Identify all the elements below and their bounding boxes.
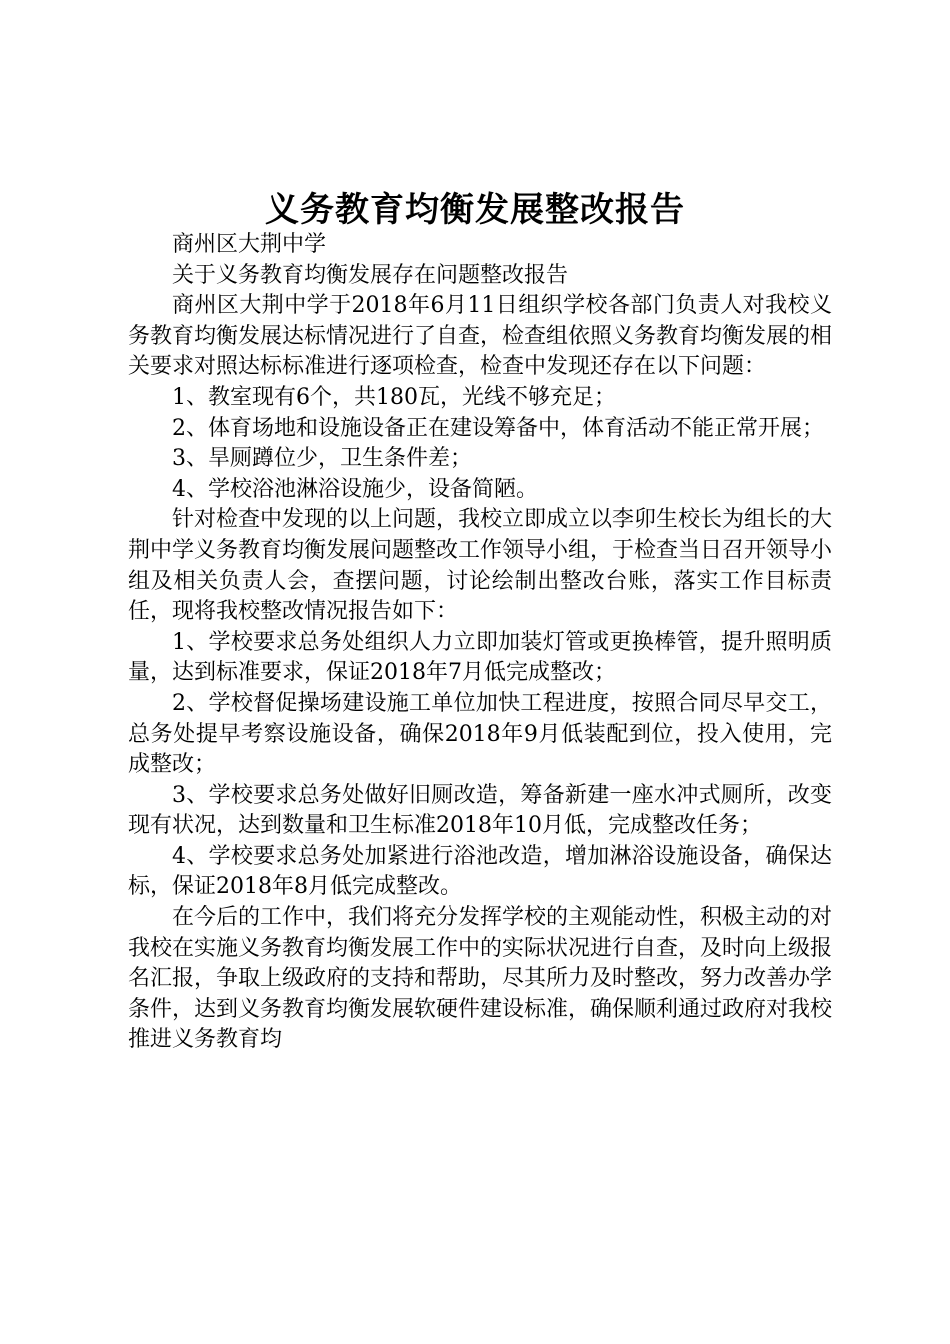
problem-item-1: 1、教室现有6个，共180瓦，光线不够充足； bbox=[172, 384, 616, 410]
problem-item-2: 2、体育场地和设施设备正在建设筹备中，体育活动不能正常开展； bbox=[172, 415, 824, 441]
rectification-item-3: 3、学校要求总务处做好旧厕改造，筹备新建一座水冲式厕所，改变现有状况，达到数量和卫生标准2018年10月低，完成整改任务； bbox=[128, 782, 832, 839]
document-body bbox=[128, 230, 832, 1056]
rectification-item-2: 2、学校督促操场建设施工单位加快工程进度，按照合同尽早交工，总务处提早考察设施设备，确保2018年9月低装配到位，投入使用，完成整改； bbox=[128, 690, 832, 778]
report-subject-line: 关于义务教育均衡发展存在问题整改报告 bbox=[172, 262, 569, 288]
rectification-item-4: 4、学校要求总务处加紧进行浴池改造，增加淋浴设施设备，确保达标，保证2018年8月低完成整改。 bbox=[128, 843, 832, 900]
school-name-line: 商州区大荆中学 bbox=[172, 232, 327, 257]
problem-item-4: 4、学校浴池淋浴设施少，设备简陋。 bbox=[172, 476, 538, 502]
response-paragraph: 针对检查中发现的以上问题，我校立即成立以李卯生校长为组长的大荆中学义务教育均衡发展问题整改工作领导小组，于检查当日召开领导小组及相关负责人会，查摆问题，讨论绘制出整改台账，落实工作目标责任，现将我校整改情况报告如下： bbox=[128, 507, 833, 625]
closing-paragraph: 在今后的工作中，我们将充分发挥学校的主观能动性，积极主动的对我校在实施义务教育均衡发展工作中的实际状况进行自查，及时向上级报名汇报，争取上级政府的支持和帮助，尽其所力及时整改，努力改善办学条件，达到义务教育均衡发展软硬件建设标准，确保顺利通过政府对我校推进义务教育均 bbox=[128, 905, 833, 1053]
document-title: 义务教育均衡发展整改报告 bbox=[265, 190, 685, 230]
rectification-item-1: 1、学校要求总务处组织人力立即加装灯管或更换棒管，提升照明质量，达到标准要求，保证2018年7月低完成整改； bbox=[128, 629, 832, 686]
problem-item-3: 3、旱厕蹲位少，卫生条件差； bbox=[172, 446, 472, 472]
intro-paragraph: 商州区大荆中学于2018年6月11日组织学校各部门负责人对我校义务教育均衡发展达标情况进行了自查，检查组依照义务教育均衡发展的相关要求对照达标标准进行逐项检查，检查中发现还存在以下问题： bbox=[128, 293, 833, 380]
